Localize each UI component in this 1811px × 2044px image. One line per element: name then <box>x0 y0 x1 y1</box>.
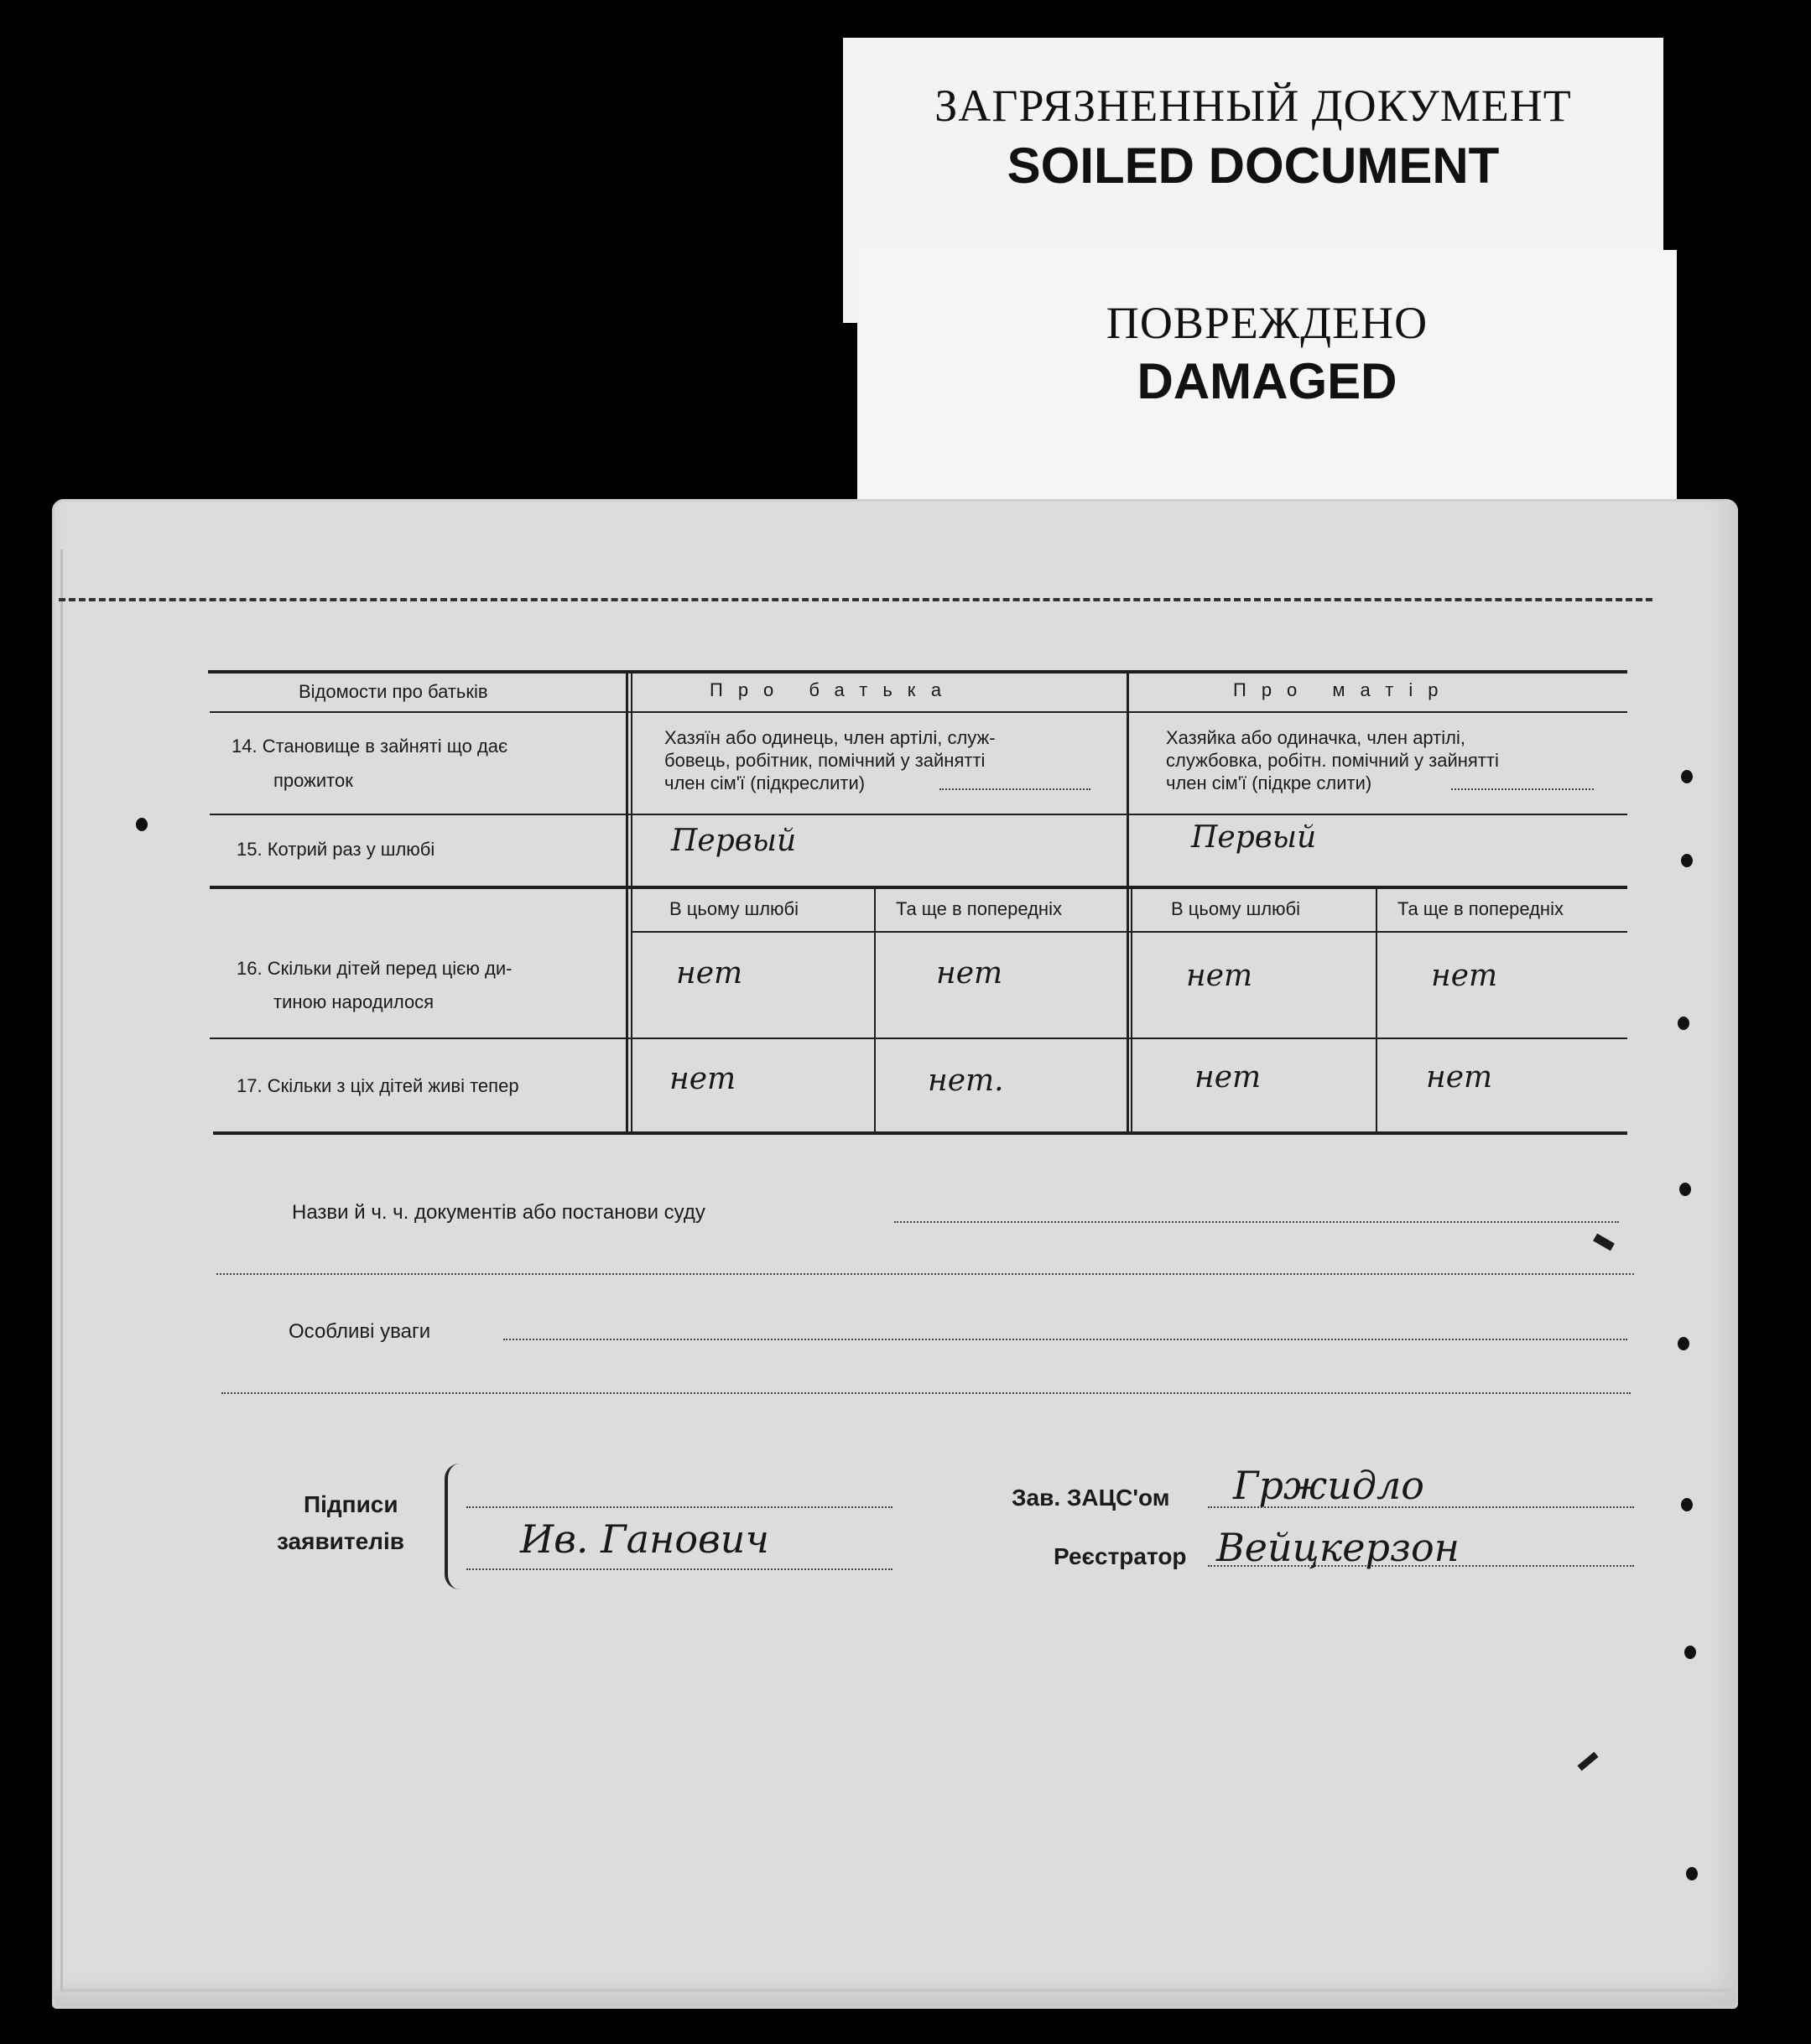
col-divider-1b <box>631 672 632 1132</box>
binding-hole <box>1678 1017 1689 1030</box>
row14-label-cont: прожиток <box>273 770 353 791</box>
table-bottom-rule <box>213 1131 1627 1135</box>
row15-rule <box>210 886 1627 889</box>
perforation-line <box>59 598 1652 601</box>
row16-father-prev: нет <box>936 956 1003 991</box>
binding-hole <box>1678 1337 1689 1350</box>
row14-father-line3: член сім'ї (підкреслити) <box>664 772 866 793</box>
row15-father-value: Первый <box>671 824 797 858</box>
applicant-signature-line-1 <box>466 1506 892 1508</box>
row16-rule <box>210 1038 1627 1039</box>
row14-father-dotline <box>939 788 1090 790</box>
row16-mother-this: нет <box>1186 959 1253 993</box>
subheader-rule <box>631 931 1627 933</box>
registrar-label: Реєстратор <box>1054 1543 1187 1569</box>
row16-mother-prev: нет <box>1431 959 1498 993</box>
col-divider-father-sub <box>874 887 876 1132</box>
applicant-signature-line-2 <box>466 1568 892 1570</box>
col-divider-2b <box>1131 887 1132 1132</box>
row17-mother-this: нет <box>1194 1060 1262 1095</box>
soiled-label-en: SOILED DOCUMENT <box>1007 138 1500 194</box>
header-parents-info: Відомости про батьків <box>299 681 488 702</box>
row17-father-prev: нет. <box>928 1064 1004 1098</box>
remarks-dotline-2 <box>221 1392 1631 1394</box>
header-rule <box>210 711 1627 713</box>
row16-father-this: нет <box>676 956 743 991</box>
col-divider-mother-sub <box>1376 887 1377 1132</box>
damaged-document-tag <box>857 250 1677 518</box>
row14-mother-line3: член сім'ї (підкре слити) <box>1166 772 1372 793</box>
binding-hole <box>1686 1867 1698 1880</box>
mother-previous: Та ще в попередніх <box>1397 898 1564 919</box>
row17-father-this: нет <box>669 1062 736 1096</box>
row14-label: 14. Становище в зайняті що дає <box>232 736 508 757</box>
binding-hole <box>1681 1498 1693 1511</box>
documents-dotline <box>894 1221 1619 1223</box>
binding-hole <box>136 818 148 831</box>
document-sheet <box>52 499 1738 2009</box>
mother-this-marriage: В цьому шлюбі <box>1171 898 1301 919</box>
father-previous: Та ще в попередніх <box>896 898 1062 919</box>
row14-father-line1: Хазяїн або одинець, член артілі, служ- <box>664 727 996 748</box>
row14-mother-line1: Хазяйка або одиначка, член артілі, <box>1166 727 1465 748</box>
row14-father-line2: бовець, робітник, помічний у зайнятті <box>664 750 986 771</box>
soiled-label-ru: ЗАГРЯЗНЕННЫЙ ДОКУМЕНТ <box>934 81 1572 131</box>
binding-hole <box>1679 1183 1691 1196</box>
applicants-signatures-label-cont: заявителів <box>277 1528 404 1554</box>
binding-hole <box>1681 854 1693 867</box>
applicants-signatures-label: Підписи <box>304 1491 398 1517</box>
documents-dotline-2 <box>216 1273 1634 1275</box>
row14-mother-dotline <box>1451 788 1594 790</box>
damaged-label-ru: ПОВРЕЖДЕНО <box>1106 298 1429 348</box>
row16-label: 16. Скільки дітей перед цією ди- <box>237 958 513 979</box>
applicant-signature: Ив. Ганович <box>520 1516 770 1562</box>
col-divider-1 <box>626 672 628 1132</box>
remarks-label: Особливі уваги <box>289 1320 431 1343</box>
registrar-signature: Вейцкерзон <box>1216 1525 1460 1570</box>
row16-label-cont: тиною народилося <box>273 991 435 1012</box>
row14-rule <box>210 814 1627 815</box>
row17-label: 17. Скільки з ціх дітей живі тепер <box>237 1075 519 1096</box>
documents-label: Назви й ч. ч. документів або постанови суду <box>292 1201 705 1224</box>
binding-hole <box>1684 1646 1696 1659</box>
table-top-rule <box>208 670 1627 674</box>
row15-label: 15. Котрий раз у шлюбі <box>237 839 435 860</box>
signatures-brace <box>445 1464 468 1589</box>
row15-mother-value: Первый <box>1191 820 1317 855</box>
remarks-dotline <box>503 1339 1627 1340</box>
row17-mother-prev: нет <box>1426 1060 1493 1095</box>
header-mother: Про матір <box>1233 679 1454 700</box>
father-this-marriage: В цьому шлюбі <box>669 898 799 919</box>
damaged-label-en: DAMAGED <box>1137 353 1397 409</box>
binding-hole <box>1681 770 1693 783</box>
head-signature: Гржидло <box>1233 1463 1424 1508</box>
col-divider-2 <box>1127 672 1129 1132</box>
row14-mother-line2: службовка, робітн. помічний у зайнятті <box>1166 750 1499 771</box>
head-zags-label: Зав. ЗАЦС'ом <box>1012 1485 1170 1511</box>
header-father: Про батька <box>710 679 957 700</box>
